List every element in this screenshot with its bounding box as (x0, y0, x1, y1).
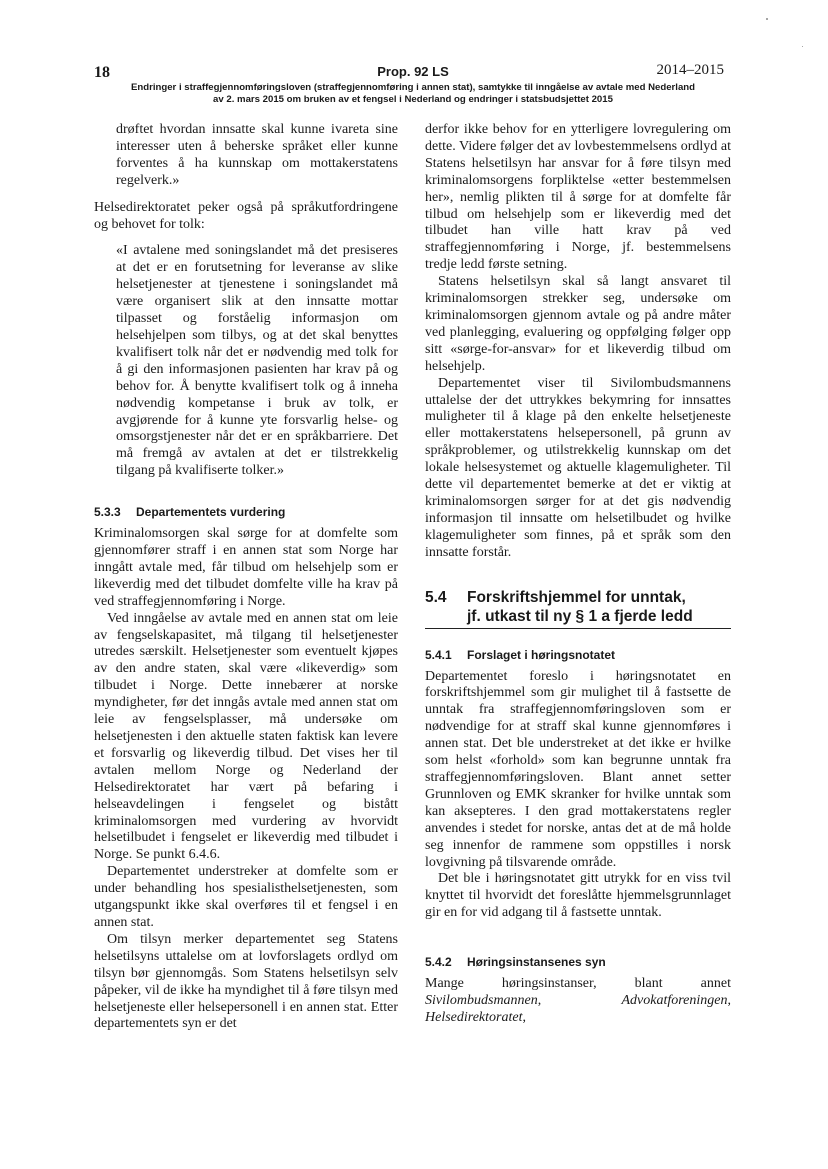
right-column (425, 122, 731, 1027)
emphasis: Sivilombudsmannen (425, 993, 538, 1009)
paragraph: Det ble i høringsnotatet gitt utrykk for en viss tvil knyttet til hvorvidt det foreslåtte hjemmelsgrunnlaget gir en for vid adgang til å fastsette unntak. (425, 871, 731, 921)
running-title-line-1: Endringer i straffegjennomføringsloven (straffegjennomføring i annen stat), samtykke til inngåelse av avtale med Nederland (130, 82, 696, 93)
section-title-line-1: Forskriftshjemmel for unntak, (467, 588, 686, 606)
paragraph: Om tilsyn merker departementet seg Statens helsetilsyns uttalelse om at lovforslagets ordlyd om tilsyn bør gjennomgås. Som Statens helsetilsyn selv påpeker, vil de ikke ha myndighet til å føre tilsyn med helsetjeneste eller helsepersonell i en annen stat. Etter departementets syn er det (94, 931, 398, 1032)
session-year: 2014–2015 (656, 62, 724, 78)
paragraph: derfor ikke behov for en ytterligere lovregulering om dette. Videre følger det av lovbestemmelsens ordlyd at Statens helsetilsyn har ansvar for å føre tilsyn med kriminalomsorgens forpliktelse «etter bestemmelsen her», nemlig plikten til å sørge for at domfelte får tilbud om helsehjelp som er likeverdig med det tilbudet han ville hatt krav på ved straffegjennomføring i Norge, jf. bestemmelsens tredje ledd første setning. (425, 122, 731, 273)
section-title: Høringsinstansenes syn (467, 955, 606, 970)
publication-id: Prop. 92 LS (377, 64, 449, 79)
section-number: 5.4.1 (425, 647, 452, 662)
scan-speck (766, 18, 768, 20)
page-number: 18 (94, 64, 110, 81)
section-number: 5.3.3 (94, 505, 121, 520)
emphasis: Advokatforeningen (621, 993, 728, 1009)
quote-continued: drøftet hvordan innsatte skal kunne ivareta sine interesser uten å beherske språket eller kunne forventes å ha kunnskap om mottakerstatens regelverk.» (116, 122, 398, 188)
section-title: Departementets vurdering (136, 505, 286, 520)
section-heading-5-3-3 (94, 504, 398, 520)
emphasis: Helsedirektoratet (425, 1009, 523, 1025)
paragraph: Departementet understreker at domfelte som er under behandling hos spesialisthelsetjenesten, som utgangspunkt ikke skal overføres til et fengsel i en annen stat. (94, 864, 398, 930)
text-run: , (537, 993, 622, 1009)
text-run: Mange høringsinstanser, blant annet (425, 976, 731, 992)
paragraph: Departementet foreslo i høringsnotatet en forskriftshjemmel som gir mulighet til å fastsette de unntak fra straffegjennomføringsloven som er nødvendige for at straff skal kunne gjennomføres i annen stat. Det ble understreket at det ikke er hvilke som helst «forhold» som kan begrunne unntak fra straffegjennomføringsloven. Blant annet setter Grunnloven og EMK skranker for hvilke unntak som kan aksepteres. I den grad mottakerstatens regler anvendes i stedet for norske, antas det at de må holde seg innenfor de rammene som oppstilles i norsk lovgivning på tilsvarende område. (425, 668, 731, 870)
paragraph (425, 976, 731, 1027)
paragraph: Helsedirektoratet peker også på språkutfordringene og behovet for tolk: (94, 199, 398, 232)
section-heading-5-4-2 (425, 954, 731, 970)
paragraph: Ved inngåelse av avtale med en annen stat om leie av fengselskapasitet, må tilgang til helsetjenester utredes særskilt. Helsetjenester som eventuelt kjøpes av den andre staten, skal være «likeverdig» som tilbudet i Norge. Dette innebærer at norske myndigheter, før det inngås avtale med annen stat om leie av fengselsplasser, må undersøke om helsetjenesten i den aktuelle staten faktisk kan levere et forsvarlig og likeverdig tilbud. Det vises her til avtalen mellom Norge og Nederland der Helsedirektoratet har vært på befaring i helseavdelingen i fengselet og bistått kriminalomsorgen med vurdering av hvorvidt helsetilbudet i fengselet er likeverdig med tilbudet i Norge. Se punkt 6.4.6. (94, 610, 398, 863)
section-title-line-2: jf. utkast til ny § 1 a fjerde ledd (467, 607, 693, 625)
section-title: Forslaget i høringsnotatet (467, 647, 616, 662)
section-number: 5.4 (425, 588, 447, 606)
scan-speck (802, 46, 803, 47)
text-run: , (522, 1009, 526, 1025)
section-heading-5-4 (425, 588, 731, 629)
section-title (467, 588, 693, 626)
header-row (94, 62, 732, 82)
running-title-line-2: av 2. mars 2015 om bruken av et fengsel i Nederland og endringer i statsbudsjettet 2015 (213, 94, 613, 105)
text-run: , (727, 993, 731, 1009)
block-quote: «I avtalene med soningslandet må det presiseres at det er en forutsetning for leveranse av slike helsetjenester at tjenestene i soningslandet må være organisert slik at den innsatte mottar tilpasset og forståelig informasjon om helsehjelpen som tilbys, og at det skal benyttes kvalifisert tolk når det er nødvendig med tolk for å gi den informasjonen pasienten har krav på og behov for. Å benytte kvalifisert tolk og å inneha nødvendig kompetanse i bruk av tolk, er avgjørende for å kunne yte forsvarlig helse- og omsorgstjenester når det er en språkbarriere. Det må fremgå av avtalen at det er tilstrekkelig tilgang på kvalifiserte tolker.» (116, 243, 398, 479)
section-heading-5-4-1 (425, 647, 731, 663)
left-column (94, 122, 398, 1033)
page-header (94, 62, 732, 106)
paragraph: Departementet viser til Sivilombudsmannens uttalelse der det uttrykkes bekymring for innsattes muligheter til å klage på den enkelte helsetjeneste eller mottakerstatens helsepersonell, på grunn av språkproblemer, og utilstrekkelig kunnskap om det lokale helsesystemet og aktuelle klagemuligheter. Til dette vil departementet bemerke at det er viktig at kriminalomsorgen sørger for at det gis nødvendig informasjon til innsatte om helsetilbudet og hvilke klagemuligheter som finnes, på et språk som den innsatte forstår. (425, 375, 731, 560)
paragraph: Statens helsetilsyn skal så langt ansvaret til kriminalomsorgen strekker seg, undersøke om kriminalomsorgen gjennom avtale og på andre måter ved planlegging, evaluering og oppfølging følger opp sitt «sørge-for-ansvar» for et likeverdig tilbud om helsehjelp. (425, 274, 731, 374)
section-number: 5.4.2 (425, 955, 452, 970)
paragraph: Kriminalomsorgen skal sørge for at domfelte som gjennomfører straff i en annen stat som Norge har inngått avtale med, får tilbud om helsehjelp som er likeverdig med det tilbudet domfelte ville ha krav på ved straffegjennomføring i Norge. (94, 526, 398, 609)
